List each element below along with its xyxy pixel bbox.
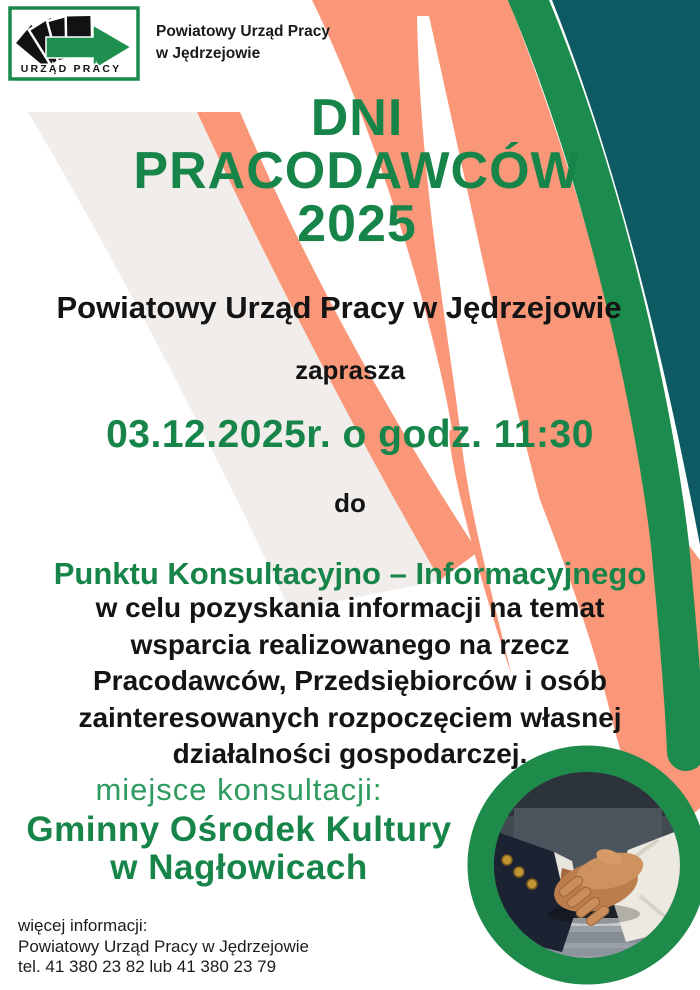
title-line2: PRACODAWCÓW: [133, 142, 581, 200]
location-block: [0, 772, 478, 887]
description-line: w celu pozyskania informacji na temat: [95, 592, 605, 623]
description-line: zainteresowanych rozpoczęciem własnej: [78, 701, 622, 733]
invite-text: zaprasza: [295, 355, 405, 385]
organizer-heading: Powiatowy Urząd Pracy w Jędrzejowie: [56, 290, 622, 325]
logo-label: URZĄD PRACY: [20, 63, 122, 75]
title-line3: 2025: [297, 195, 417, 253]
description-line: wsparcia realizowanego na rzecz: [130, 628, 570, 660]
footer-contact: [18, 916, 309, 978]
handshake-photo: [458, 736, 700, 990]
footer-phone: tel. 41 380 23 82 lub 41 380 23 79: [18, 957, 277, 976]
preposition-text: do: [334, 488, 366, 518]
description-line: Pracodawców, Przedsiębiorców i osób: [93, 665, 607, 696]
page-title: [14, 89, 700, 253]
urzad-pracy-logo: [8, 6, 140, 81]
title-line1: DNI: [310, 89, 404, 147]
event-name: Punktu Konsultacyjno – Informacyjnego: [53, 556, 647, 591]
org-name-line2: w Jędrzejowie: [156, 45, 261, 62]
footer-office: Powiatowy Urząd Pracy w Jędrzejowie: [18, 936, 309, 956]
event-datetime: 03.12.2025r. o godz. 11:30: [106, 413, 594, 456]
location-name-line1: Gminny Ośrodek Kultury: [26, 810, 452, 849]
location-label: miejsce konsultacji:: [95, 772, 383, 807]
description-line: działalności gospodarczej.: [172, 738, 528, 769]
footer-more-info: więcej informacji:: [18, 916, 148, 935]
org-name-line1: Powiatowy Urząd Pracy: [156, 23, 331, 40]
location-name-line2: w Nagłowicach: [110, 848, 368, 887]
org-name-block: [156, 21, 330, 65]
location-name: [0, 811, 478, 887]
